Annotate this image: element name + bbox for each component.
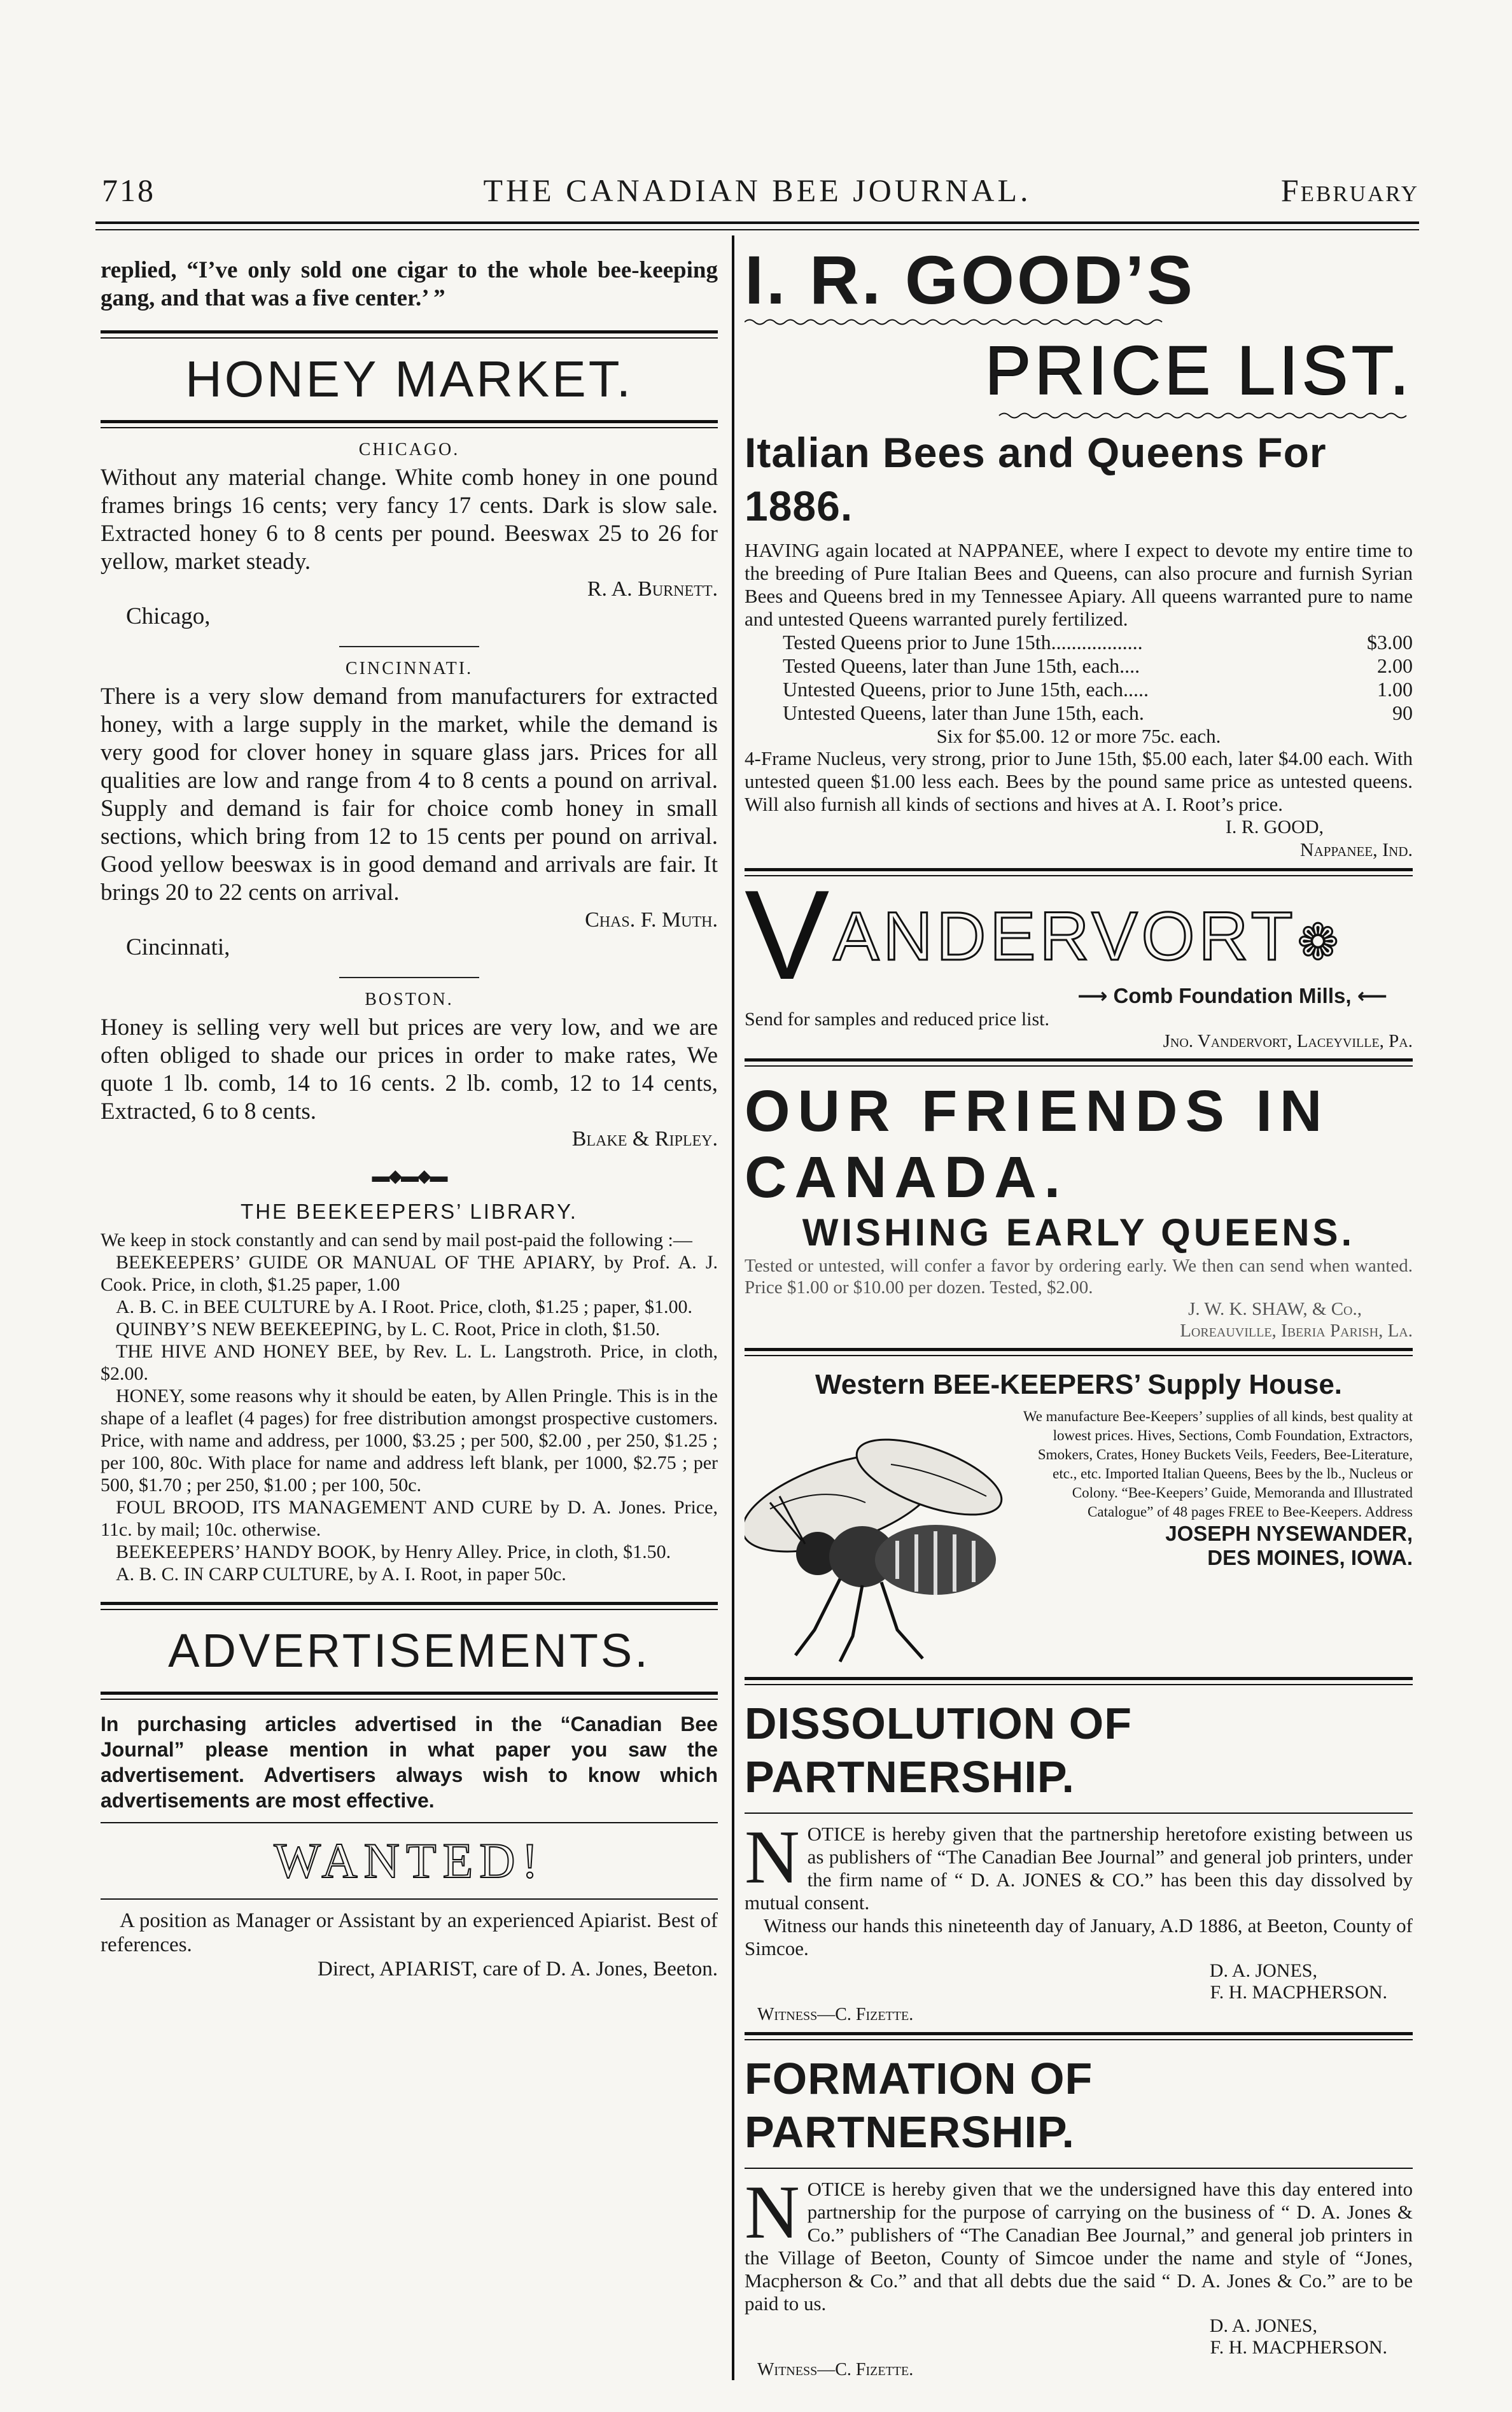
- price-value: $3.00: [1367, 631, 1413, 654]
- formation-witness: Witness—C. Fizette.: [757, 2360, 914, 2380]
- friends-place: Loreauville, Iberia Parish, La.: [1180, 1321, 1413, 1341]
- cincinnati-report: There is a very slow demand from manufacturers for extracted honey, with a large supply in the market, while the demand is very good for clover honey in square glass jars. Prices for all qualities are low and range from 4 to 8 cents a pound on arrival. Supply and demand is fair for choice comb honey in small sections, which bring from 12 to 15 cents per pound on arrival. Good yellow beeswax is in good demand and arrivals are fair. It brings 20 to 22 cents on arrival.: [101, 684, 718, 906]
- page-number: 718: [102, 172, 155, 208]
- chicago-heading: CHICAGO.: [358, 440, 460, 459]
- friends-subtitle: WISHING EARLY QUEENS.: [802, 1211, 1355, 1254]
- section-rule: [745, 1058, 1413, 1067]
- divider: [339, 646, 479, 647]
- divider: [745, 1813, 1413, 1814]
- wanted-text: A position as Manager or Assistant by an experienced Apiarist. Best of references.: [101, 1909, 718, 1956]
- list-item: BEEKEEPERS’ HANDY BOOK, by Henry Alley. Price, in cloth, $1.50.: [116, 1541, 671, 1562]
- issue-month: February: [1280, 172, 1419, 208]
- wanted-heading: WANTED!: [274, 1833, 545, 1888]
- section-rule: [101, 1692, 718, 1700]
- formation-heading: FORMATION OF PARTNERSHIP.: [745, 2054, 1093, 2157]
- table-row: [745, 701, 1413, 725]
- dissolution-witness-text: Witness our hands this nineteenth day of January, A.D 1886, at Beeton, County of Simcoe.: [745, 1914, 1413, 1960]
- ornament-divider: ▬◆▬◆▬: [372, 1167, 447, 1186]
- vandervort-name: ANDERVORT: [833, 897, 1297, 974]
- dissolution-sig2: F. H. MACPHERSON.: [1210, 1982, 1387, 2003]
- western-address-line2: DES MOINES, IOWA.: [1207, 1546, 1413, 1569]
- wavy-rule: [745, 318, 1165, 326]
- divider: [339, 977, 479, 978]
- good-signature: I. R. GOOD,: [1225, 817, 1324, 838]
- boston-signature: Blake & Ripley.: [571, 1127, 718, 1151]
- table-row: [745, 631, 1413, 654]
- price-label: Tested Queens, later than June 15th, each....: [783, 654, 1140, 677]
- library-heading: THE BEEKEEPERS’ LIBRARY.: [241, 1200, 578, 1223]
- flower-ornament-icon: ❁: [1296, 914, 1343, 971]
- chicago-place: Chicago,: [126, 603, 211, 629]
- boston-heading: BOSTON.: [365, 990, 454, 1009]
- good-six-for: Six for $5.00. 12 or more 75c. each.: [936, 725, 1221, 747]
- table-row: [745, 678, 1413, 701]
- vandervort-text: Send for samples and reduced price list.: [745, 1009, 1050, 1030]
- vandervort-signature: Jno. Vandervort, Laceyville, Pa.: [1163, 1031, 1413, 1051]
- list-item: HONEY, some reasons why it should be eaten, by Allen Pringle. This is in the shape of a leaflet (4 pages) for free distribution amongst prospective customers. Price, with name and address, per 1000, $3.25 ; per 500, $2.00 , per 250, $1.25 ; per 100, 80c. With place for name and address left blank, per 1000, $2.75 ; per 500, $1.70 ; per 250, $1.00 ; per 100, 50c.: [101, 1385, 718, 1496]
- formation-notice: [745, 2170, 1413, 2315]
- divider: [101, 1822, 718, 1823]
- list-item: FOUL BROOD, ITS MANAGEMENT AND CURE by D. A. Jones. Price, 11c. by mail; 10c. otherwise.: [101, 1497, 718, 1540]
- good-subtitle: Italian Bees and Queens For 1886.: [745, 429, 1327, 529]
- boston-report: Honey is selling very well but prices are very low, and we are often obliged to shade our prices in order to make rates, We quote 1 lb. comb, 14 to 16 cents. 2 lb. comb, 12 to 14 cents, Extracted, 6 to 8 cents.: [101, 1014, 718, 1125]
- list-item: A. B. C. IN CARP CULTURE, by A. I. Root, in paper 50c.: [116, 1564, 566, 1585]
- list-item: A. B. C. in BEE CULTURE by A. I Root. Price, cloth, $1.25 ; paper, $1.00.: [116, 1296, 692, 1317]
- friends-title: OUR FRIENDS IN CANADA.: [745, 1079, 1330, 1210]
- chicago-signature: R. A. Burnett.: [587, 577, 718, 601]
- bee-illustration-icon: [745, 1407, 1018, 1668]
- good-price-table: [745, 631, 1413, 725]
- dissolution-witness: Witness—C. Fizette.: [757, 2005, 914, 2024]
- list-item: THE HIVE AND HONEY BEE, by Rev. L. L. Langstroth. Price, in cloth, $2.00.: [101, 1341, 718, 1384]
- divider: [745, 2168, 1413, 2169]
- price-label: Tested Queens prior to June 15th..................: [783, 631, 1143, 654]
- arrow-left-icon: ⟶: [1077, 984, 1108, 1007]
- western-text: We manufacture Bee-Keepers’ supplies of all kinds, best quality at lowest prices. Hives, Sections, Comb Foundation, Extractors, Smokers, Crates, Honey Buckets Veils, Feeders, Bee-Literature, etc., etc. Imported Italian Queens, Bees by the lb., Nucleus or Colony. “Bee-Keepers’ Guide, Memoranda and Illustrated Catalogue” of 48 pages FREE to Bee-Keepers. Address: [1023, 1408, 1413, 1520]
- good-text-body: HAVING again located at NAPPANEE, where I expect to devote my entire time to the breeding of Pure Italian Bees and Queens, can also procure and furnish Syrian Bees and Queens bred in my Tennessee Apiary. All queens warranted pure to name and untested Queens warranted purely fertilized.: [745, 539, 1413, 630]
- advertisements-heading: ADVERTISEMENTS.: [168, 1624, 650, 1677]
- honey-market-heading: HONEY MARKET.: [185, 351, 633, 407]
- vandervort-initial: V: [745, 864, 834, 1006]
- left-column: [101, 245, 718, 1981]
- good-price-list-title-line2: PRICE LIST.: [984, 332, 1413, 409]
- good-nucleus: 4-Frame Nucleus, very strong, prior to June 15th, $5.00 each, later $4.00 each. With untested queen $1.00 less each. Bees by the pound same price as untested queens. Will also furnish all kinds of sections and hives at A. I. Root’s price.: [745, 747, 1413, 815]
- price-label: Untested Queens, later than June 15th, each.: [783, 701, 1144, 724]
- table-row: [745, 654, 1413, 678]
- dissolution-heading: DISSOLUTION OF PARTNERSHIP.: [745, 1699, 1132, 1802]
- price-label: Untested Queens, prior to June 15th, each.....: [783, 678, 1149, 701]
- library-list: [101, 1251, 718, 1585]
- advertising-notice: In purchasing articles advertised in the “Canadian Bee Journal” please mention in what paper you saw the advertisement. Advertisers always wish to know which advertisements are most effective.: [101, 1713, 718, 1812]
- friends-text: Tested or untested, will confer a favor by ordering early. We then can send when wanted. Price $1.00 or $10.00 per dozen. Tested, $2.00.: [745, 1256, 1413, 1298]
- section-rule: [745, 1677, 1413, 1685]
- intro-paragraph: replied, “I’ve only sold one cigar to the whole bee-keeping gang, and that was a five center.’ ”: [101, 257, 718, 311]
- price-value: 2.00: [1377, 654, 1413, 677]
- formation-text: OTICE is hereby given that we the undersigned have this day entered into partnership for the purpose of carrying on the business of “ D. A. Jones & Co.” publishers of “The Canadian Bee Journal,” and general job printers in the Village of Beeton, County of Simcoe under the name and style of “Jones, Macpherson & Co.” and that all debts due the said “ D. A. Jones & Co.” are to be paid to us.: [745, 2178, 1413, 2315]
- section-rule: [101, 330, 718, 339]
- section-rule: [745, 2032, 1413, 2040]
- divider: [101, 1898, 718, 1900]
- friends-signature: J. W. K. SHAW, & Co.,: [1188, 1299, 1362, 1319]
- wanted-contact: Direct, APIARIST, care of D. A. Jones, Beeton.: [317, 1958, 718, 1981]
- section-rule: [745, 1348, 1413, 1356]
- good-text: [745, 539, 1413, 631]
- arrow-right-icon: ⟵: [1357, 984, 1387, 1007]
- journal-title: THE CANADIAN BEE JOURNAL.: [483, 172, 1032, 208]
- vandervort-tagline-row: [745, 983, 1413, 1008]
- dissolution-dropcap: N: [745, 1814, 800, 1899]
- price-value: 90: [1392, 701, 1413, 724]
- right-column: [745, 241, 1413, 2381]
- good-place: Nappanee, Ind.: [1299, 839, 1413, 860]
- section-rule: [101, 420, 718, 428]
- dissolution-sig1: D. A. JONES,: [1209, 1960, 1317, 1981]
- price-value: 1.00: [1377, 678, 1413, 701]
- formation-sig1: D. A. JONES,: [1209, 2315, 1317, 2336]
- cincinnati-signature: Chas. F. Muth.: [585, 908, 718, 932]
- western-text-block: [1018, 1407, 1413, 1668]
- header-rule: [95, 221, 1419, 230]
- chicago-report: Without any material change. White comb honey in one pound frames brings 16 cents; very fancy 17 cents. Dark is slow sale. Extracted honey 6 to 8 cents per pound. Beeswax 25 to 26 for yellow, market steady.: [101, 465, 718, 575]
- wavy-rule: [745, 411, 1413, 420]
- section-rule: [101, 1602, 718, 1610]
- good-price-list-title-line1: I. R. GOOD’S: [745, 241, 1196, 318]
- cincinnati-place: Cincinnati,: [126, 934, 230, 960]
- column-divider: [732, 235, 734, 2380]
- western-title: Western BEE-KEEPERS’ Supply House.: [815, 1369, 1343, 1400]
- running-header: [95, 167, 1419, 211]
- cincinnati-heading: CINCINNATI.: [345, 659, 473, 678]
- library-intro: We keep in stock constantly and can send by mail post-paid the following :—: [101, 1230, 692, 1251]
- vandervort-tagline: Comb Foundation Mills,: [1113, 984, 1352, 1007]
- dissolution-notice: [745, 1814, 1413, 1914]
- dissolution-text: OTICE is hereby given that the partnership heretofore existing between us as publishers of “The Canadian Bee Journal” and general job printers, under the firm name of “ D. A. JONES & CO.” has been this day dissolved by mutual consent.: [745, 1823, 1413, 1914]
- formation-sig2: F. H. MACPHERSON.: [1210, 2337, 1387, 2358]
- list-item: QUINBY’S NEW BEEKEEPING, by L. C. Root, Price in cloth, $1.50.: [116, 1319, 661, 1340]
- western-ad: [745, 1407, 1413, 1668]
- list-item: BEEKEEPERS’ GUIDE OR MANUAL OF THE APIARY, by Prof. A. J. Cook. Price, in cloth, $1.25 paper, 1.00: [101, 1252, 718, 1295]
- western-address-line1: JOSEPH NYSEWANDER,: [1165, 1522, 1413, 1545]
- formation-dropcap: N: [745, 2170, 800, 2254]
- section-rule: [745, 868, 1413, 876]
